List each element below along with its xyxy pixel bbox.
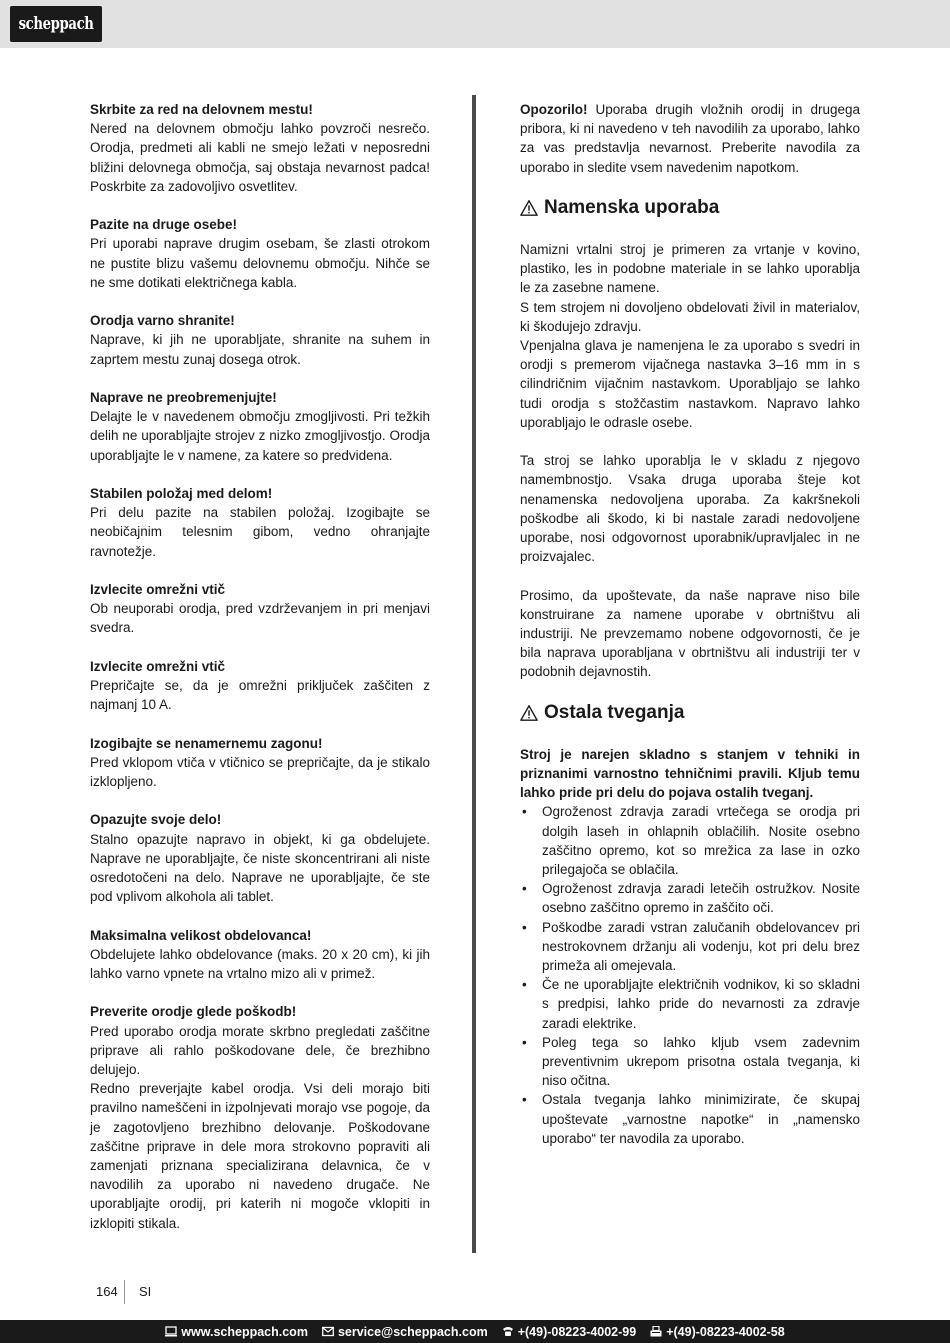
section-text: Stalno opazujte napravo in objekt, ki ga obdelujete. Naprave ne uporabljajte, če niste skoncentrirani ali niste osredotočeni na delo. Naprave ne uporabljajte, če ste pod vplivom alkohola ali tablet. <box>90 831 430 905</box>
footer-fax <box>650 1325 785 1339</box>
heading-text: Namenska uporaba <box>544 197 720 218</box>
section-stable-position <box>90 484 430 561</box>
list-item: • Poškodbe zaradi vstran zalučanih obdelovancev pri nestrokovnem držanju ali vodenju, kot pri delu brez primeža ali omejevala. <box>520 918 860 976</box>
section-text: Obdelujete lahko obdelovance (maks. 20 x 20 cm), ki jih lahko varno vpnete na vrtalno mizo ali v primež. <box>90 946 430 981</box>
section-title: Naprave ne preobremenjujte! <box>90 390 277 405</box>
intended-paragraph: S tem strojem ni dovoljeno obdelovati živil in materialov, ki škodujejo zdravju. <box>520 299 860 334</box>
section-max-workpiece <box>90 926 430 984</box>
section-check-damage <box>90 1002 430 1232</box>
intended-paragraph: Ta stroj se lahko uporablja le v skladu z njegovo namembnostjo. Vsaka druga uporaba šteje kot nenamenska nedovoljena uporaba. Za kakršnekoli poškodbe ali škodo, ki bi nastale zaradi nedovoljene uporabe, nosi odgovornost uporabnik/upravljalec in ne proizvajalec. <box>520 453 860 565</box>
footer-phone <box>502 1325 637 1339</box>
right-column <box>520 100 860 1148</box>
section-watch-work <box>90 810 430 906</box>
section-text: Prepričajte se, da je omrežni priključek zaščiten z najmanj 10 A. <box>90 678 430 713</box>
section-title: Preverite orodje glede poškodb! <box>90 1004 297 1020</box>
warning-triangle-icon <box>520 199 538 217</box>
phone-icon <box>502 1326 514 1337</box>
footer-web[interactable] <box>165 1325 308 1339</box>
list-item: • Če ne uporabljajte električnih vodnikov, ki so skladni s predpisi, lahko pride do nevarnosti za zdravje zaradi elektrike. <box>520 975 860 1033</box>
warning-triangle-icon <box>520 704 538 722</box>
section-other-persons <box>90 215 430 292</box>
logo-text: scheppach <box>18 14 94 34</box>
left-column <box>90 100 430 1252</box>
section-text: Pri delu pazite na stabilen položaj. Izogibajte se neobičajnim telesnim gibom, vedno ohranjajte ravnotežje. <box>90 505 430 559</box>
section-text: Nered na delovnem območju lahko povzroči nesrečo. Orodja, predmeti ali kabli ne smejo ležati v neposredni bližini delovnega območja, saj obstaja nevarnost padca! Poskrbite za zadovoljivo osvetlitev. <box>90 121 430 194</box>
section-text: Naprave, ki jih ne uporabljate, shranite na suhem in zaprtem mestu zunaj dosega otrok. <box>90 332 430 367</box>
heading-text: Ostala tveganja <box>544 701 685 723</box>
header-bar <box>0 0 950 48</box>
warning-label: Opozorilo! <box>520 102 588 117</box>
section-title: Maksimalna velikost obdelovanca! <box>90 927 312 943</box>
footer-bar <box>0 1320 950 1343</box>
risk-intro-text: Stroj je narejen skladno s stanjem v tehniki in priznanimi varnostno tehničnimi pravili. Kljub temu lahko pride pri delu do pojava ostalih tveganj. <box>520 746 860 801</box>
risk-intro <box>520 745 860 803</box>
footer-fax-text: +(49)-08223-4002-58 <box>666 1324 785 1339</box>
list-item: • Ogroženost zdravja zaradi vrtečega se orodja pri dolgih laseh in ohlapnih oblačilih. Nosite osebno zaščitno opremo, kot so mrežica za lase in ozko prilegajoča se oblačila. <box>520 802 860 879</box>
list-item: • Poleg tega so lahko kljub vsem zadevnim preventivnim ukrepom prisotna ostala tveganja, ki niso očitna. <box>520 1033 860 1091</box>
page-language: SI <box>139 1284 152 1299</box>
footer-email-text: service@scheppach.com <box>337 1324 488 1339</box>
section-workplace-order <box>90 100 430 196</box>
section-no-overload <box>90 388 430 465</box>
intended-paragraph: Namizni vrtalni stroj je primeren za vrtanje v kovino, plastiko, les in podobne materiale in se lahko uporablja le za zasebne namene. <box>520 242 860 296</box>
page-number: 164 <box>96 1284 118 1299</box>
section-store-tools <box>90 311 430 369</box>
section-title: Izogibajte se nenamernemu zagonu! <box>90 735 323 751</box>
section-text: Pred uporabo orodja morate skrbno pregledati zaščitne priprave ali rahlo poškodovane dele, če brezhibno delujejo. <box>90 1023 430 1077</box>
section-text: Ob neuporabi orodja, pred vzdrževanjem in pri menjavi svedra. <box>90 601 430 636</box>
heading-residual-risks <box>520 701 860 725</box>
computer-icon <box>165 1326 177 1337</box>
section-text: Redno preverjajte kabel orodja. Vsi deli morajo biti pravilno nameščeni in izpolnjevati morajo vse pogoje, da je zagotovljeno brezhibno delovanje. Poškodovane zaščitne priprave in dele mora strokovno popraviti ali zamenjati priznana specializirana delavnica, če v navodilih za uporabo ni navedeno drugače. Ne uporabljajte orodij, pri katerih ni mogoče vklopiti in izklopiti stikala. <box>90 1081 430 1231</box>
section-title: Izvlecite omrežni vtič <box>90 658 226 674</box>
section-unplug-1 <box>90 580 430 638</box>
column-divider <box>472 95 476 1253</box>
footer-web-text: www.scheppach.com <box>181 1324 308 1339</box>
list-item: • Ogroženost zdravja zaradi letečih ostružkov. Nosite osebno zaščitno opremo in zaščito oči. <box>520 879 860 917</box>
footer-email[interactable] <box>322 1325 488 1339</box>
intended-paragraph: Prosimo, da upoštevate, da naše naprave niso bile konstruirane za namene uporabe v obrtništvu ali industriji. Ne prevzemamo nobene odgovornosti, če je bila naprava uporabljana v obrtništvu ali industriji ter v podobnih dejavnostih. <box>520 587 860 680</box>
section-title: Skrbite za red na delovnem mestu! <box>90 102 313 117</box>
risk-list <box>520 802 860 1148</box>
intended-paragraph: Vpenjalna glava je namenjena le za uporabo s svedri in orodji s premerom vijačnega nastavka 3–16 mm in s cilindričnim vijačnim nastavkom. Uporabljajo se lahko tudi orodja s stožčastim nastavkom. Napravo lahko uporabljajo le odrasle osebe. <box>520 338 860 430</box>
section-text: Pred vklopom vtiča v vtičnico se prepričajte, da je stikalo izklopljeno. <box>90 754 430 789</box>
section-unintended-start <box>90 734 430 792</box>
section-text: Pri uporabi naprave drugim osebam, še zlasti otrokom ne pustite blizu vašemu delovnemu območju. Nihče se ne sme dotikati električnega kabla. <box>90 236 430 290</box>
warning-text: Uporaba drugih vložnih orodij in drugega pribora, ki ni navedeno v teh navodilih za uporabo, lahko za vas predstavlja nevarnost. Preberite navodila za uporabo in sledite vsem navedenim napotkom. <box>520 102 860 175</box>
scheppach-logo <box>10 6 102 42</box>
section-title: Pazite na druge osebe! <box>90 217 238 233</box>
warning-paragraph <box>520 100 860 177</box>
section-title: Izvlecite omrežni vtič <box>90 582 226 597</box>
section-text: Delajte le v navedenem območju zmogljivosti. Pri težkih delih ne uporabljajte strojev z nizko zmogljivostjo. Orodja uporabljajte le v namene, za katere so predvidena. <box>90 409 430 463</box>
section-unplug-2 <box>90 657 430 715</box>
list-item: • Ostala tveganja lahko minimizirate, če skupaj upoštevate „varnostne napotke“ in „namensko uporabo“ ter navodila za uporabo. <box>520 1090 860 1148</box>
section-title: Opazujte svoje delo! <box>90 812 222 828</box>
fax-icon <box>650 1326 662 1337</box>
envelope-icon <box>322 1326 334 1337</box>
section-title: Stabilen položaj med delom! <box>90 486 273 501</box>
footer-phone-text: +(49)-08223-4002-99 <box>517 1324 637 1339</box>
heading-intended-use <box>520 196 860 220</box>
section-title: Orodja varno shranite! <box>90 313 235 329</box>
page-number-separator <box>124 1280 125 1304</box>
